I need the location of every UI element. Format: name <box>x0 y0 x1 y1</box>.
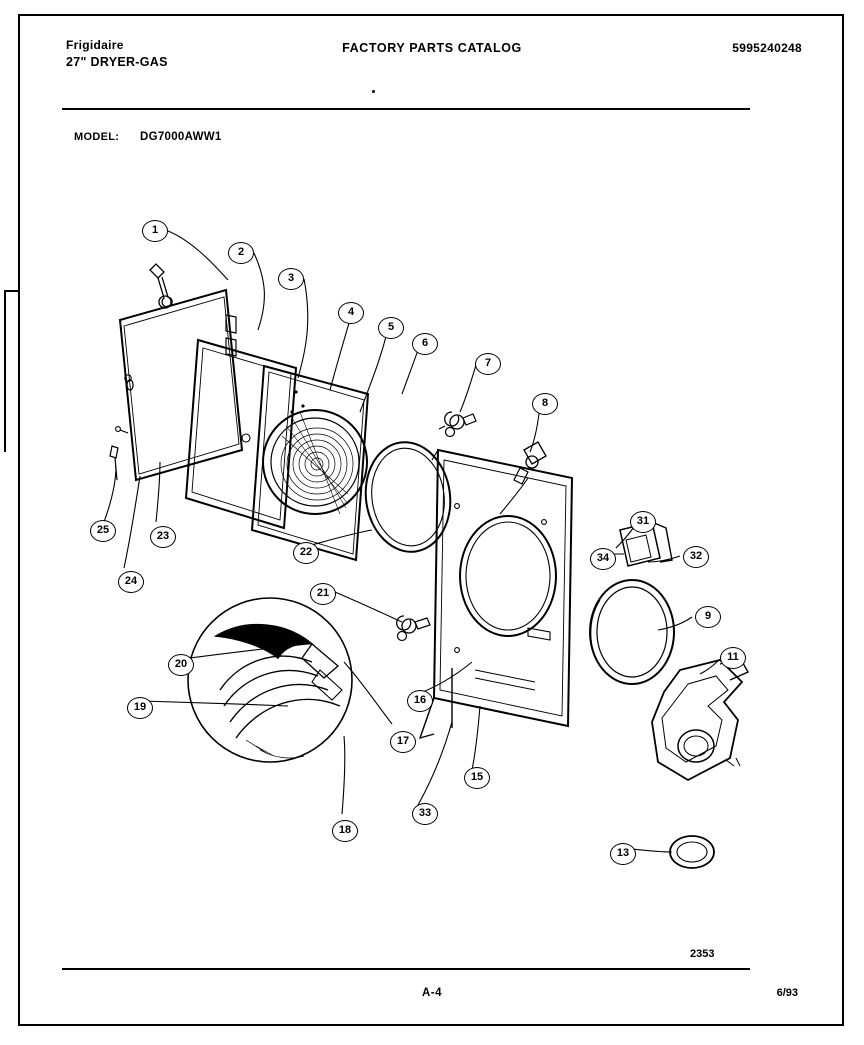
diagram-artwork <box>20 150 844 950</box>
callout-15: 15 <box>464 767 490 789</box>
product-subtitle: 27" DRYER-GAS <box>66 55 168 69</box>
callout-22: 22 <box>293 542 319 564</box>
callout-32: 32 <box>683 546 709 568</box>
stray-dot-upper <box>372 90 375 93</box>
footer-divider <box>62 968 750 970</box>
left-edge-bar <box>4 292 6 452</box>
revision-date: 6/93 <box>776 987 798 999</box>
exploded-parts-diagram <box>20 150 844 950</box>
brand-logo: Frigidaire <box>66 38 124 52</box>
catalog-title: FACTORY PARTS CATALOG <box>342 41 522 55</box>
callout-20: 20 <box>168 654 194 676</box>
callout-2: 2 <box>228 242 254 264</box>
callout-8: 8 <box>532 393 558 415</box>
catalog-number: 5995240248 <box>732 41 802 55</box>
callout-11: 11 <box>720 647 746 669</box>
callout-19: 19 <box>127 697 153 719</box>
callout-1: 1 <box>142 220 168 242</box>
model-label: MODEL: <box>74 131 120 143</box>
page-number: A-4 <box>421 987 443 999</box>
left-edge-tick-mark <box>4 290 18 292</box>
callout-7: 7 <box>475 353 501 375</box>
callout-24: 24 <box>118 571 144 593</box>
callout-21: 21 <box>310 583 336 605</box>
callout-18: 18 <box>332 820 358 842</box>
header-divider <box>62 108 750 110</box>
model-number: DG7000AWW1 <box>140 131 222 143</box>
callout-25: 25 <box>90 520 116 542</box>
callout-13: 13 <box>610 843 636 865</box>
callout-34: 34 <box>590 548 616 570</box>
callout-31: 31 <box>630 511 656 533</box>
callout-33: 33 <box>412 803 438 825</box>
callout-9: 9 <box>695 606 721 628</box>
callout-4: 4 <box>338 302 364 324</box>
callout-23: 23 <box>150 526 176 548</box>
callout-3: 3 <box>278 268 304 290</box>
callout-5: 5 <box>378 317 404 339</box>
callout-6: 6 <box>412 333 438 355</box>
callout-16: 16 <box>407 690 433 712</box>
figure-number: 2353 <box>690 948 715 960</box>
callout-17: 17 <box>390 731 416 753</box>
